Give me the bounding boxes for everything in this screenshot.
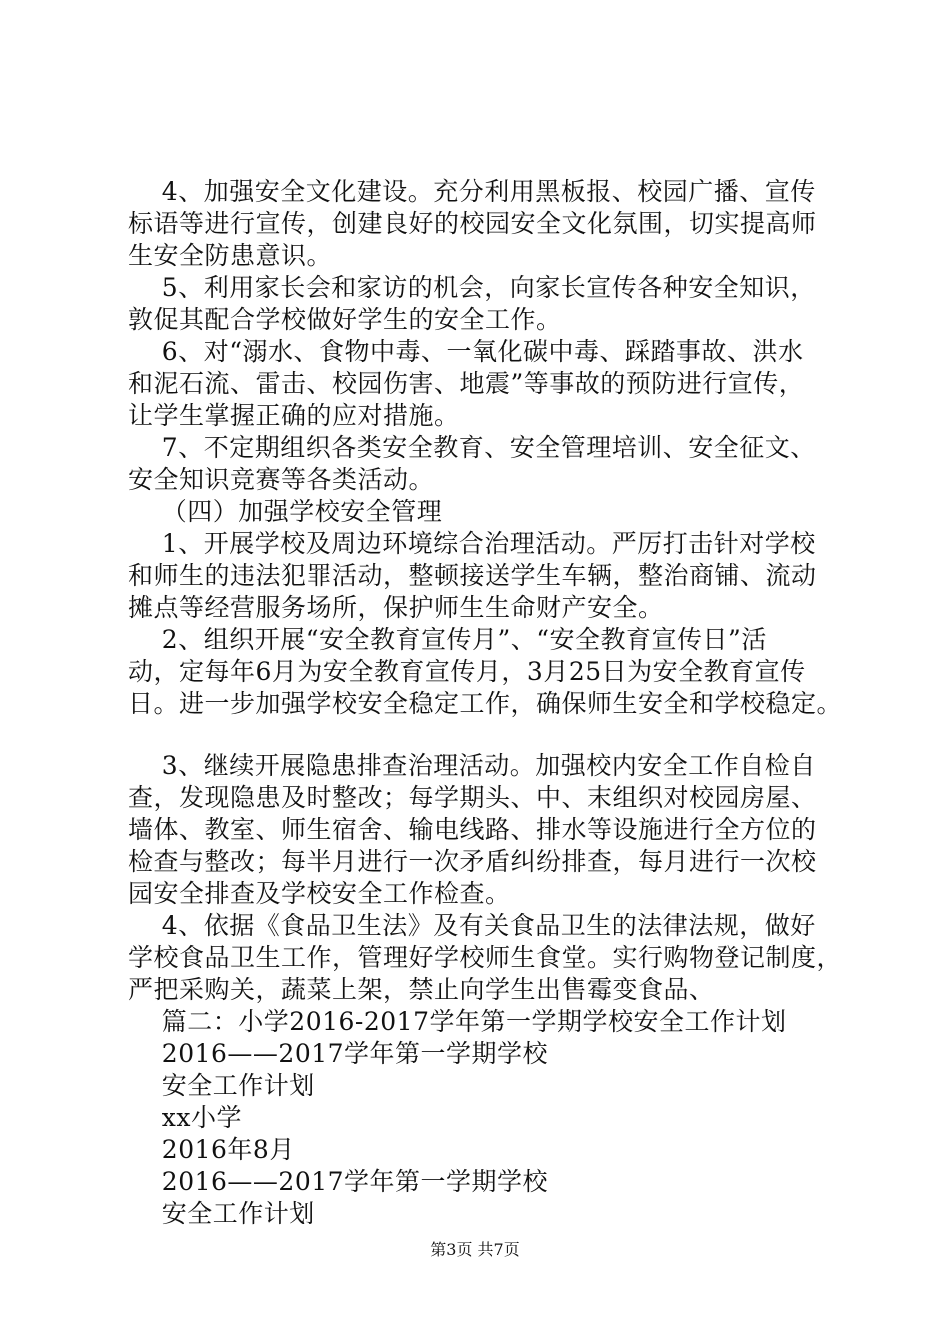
paragraph-line: 4、依据《食品卫生法》及有关食品卫生的法律法规，做好	[128, 911, 816, 940]
paragraph-line: 让学生掌握正确的应对措施。	[128, 401, 460, 430]
paragraph-line: 和泥石流、雷击、校园伤害、地震”等事故的预防进行宣传，	[128, 369, 805, 398]
title-line: 安全工作计划	[128, 1199, 315, 1228]
paragraph-line: 动，定每年6月为安全教育宣传月，3月25日为安全教育宣传	[128, 657, 806, 686]
paragraph-line: 学校食品卫生工作，管理好学校师生食堂。实行购物登记制度，	[128, 943, 843, 972]
school-name: xx小学	[128, 1103, 242, 1132]
paragraph-line: 2、组织开展“安全教育宣传月”、“安全教育宣传日”活	[128, 625, 767, 654]
document-body	[128, 176, 843, 1230]
paragraph-line: 标语等进行宣传，创建良好的校园安全文化氛围，切实提高师	[128, 209, 817, 238]
paragraph-line: 严把采购关，蔬菜上架，禁止向学生出售霉变食品、	[128, 975, 715, 1004]
section-title: 篇二：小学2016-2017学年第一学期学校安全工作计划	[128, 1007, 787, 1036]
paragraph-line: 5、利用家长会和家访的机会，向家长宣传各种安全知识，	[128, 273, 816, 302]
title-line: 2016——2017学年第一学期学校	[128, 1039, 549, 1068]
title-line: 安全工作计划	[128, 1071, 315, 1100]
paragraph-gap	[128, 720, 838, 750]
paragraph-line: 检查与整改；每半月进行一次矛盾纠纷排查，每月进行一次校	[128, 847, 817, 876]
date-line: 2016年8月	[128, 1135, 295, 1164]
paragraph-line: 3、继续开展隐患排查治理活动。加强校内安全工作自检自	[128, 751, 816, 780]
page-number-footer: 第3页 共7页	[430, 1240, 520, 1259]
paragraph-line: 摊点等经营服务场所，保护师生生命财产安全。	[128, 593, 664, 622]
paragraph-line: 安全知识竞赛等各类活动。	[128, 465, 435, 494]
paragraph-line: 敦促其配合学校做好学生的安全工作。	[128, 305, 562, 334]
paragraph-line: 日。进一步加强学校安全稳定工作，确保师生安全和学校稳定。	[128, 689, 843, 718]
paragraph-line: 生安全防患意识。	[128, 241, 333, 270]
paragraph-line: 园安全排查及学校安全工作检查。	[128, 879, 511, 908]
paragraph-line: 6、对“溺水、食物中毒、一氧化碳中毒、踩踏事故、洪水	[128, 337, 804, 366]
section-heading: （四）加强学校安全管理	[128, 497, 443, 526]
paragraph-line: 7、不定期组织各类安全教育、安全管理培训、安全征文、	[128, 433, 816, 462]
paragraph-line: 墙体、教室、师生宿舍、输电线路、排水等设施进行全方位的	[128, 815, 817, 844]
paragraph-line: 4、加强安全文化建设。充分利用黑板报、校园广播、宣传	[128, 177, 816, 206]
paragraph-line: 查，发现隐患及时整改；每学期头、中、末组织对校园房屋、	[128, 783, 817, 812]
paragraph-line: 和师生的违法犯罪活动，整顿接送学生车辆，整治商铺、流动	[128, 561, 817, 590]
title-line: 2016——2017学年第一学期学校	[128, 1167, 549, 1196]
paragraph-line: 1、开展学校及周边环境综合治理活动。严厉打击针对学校	[128, 529, 816, 558]
